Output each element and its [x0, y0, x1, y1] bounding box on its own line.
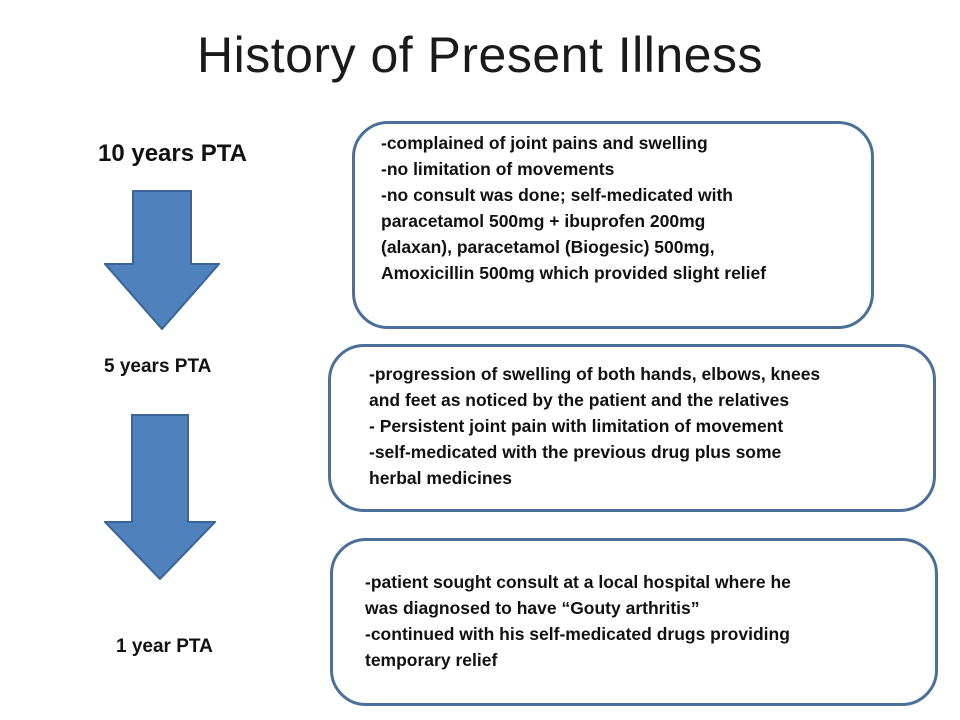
timeline-label-1-year: 1 year PTA — [116, 636, 213, 657]
down-arrow-icon — [104, 414, 216, 580]
history-box-text — [381, 130, 766, 286]
history-line: Amoxicillin 500mg which provided slight relief — [381, 263, 767, 283]
history-line: -no limitation of movements — [381, 159, 615, 179]
history-line: herbal medicines — [369, 468, 512, 488]
down-arrow-icon — [104, 190, 220, 330]
history-line: -continued with his self-medicated drugs providing — [365, 624, 790, 644]
history-line: and feet as noticed by the patient and the relatives — [369, 390, 790, 410]
history-line: -patient sought consult at a local hospital where he — [365, 572, 791, 592]
history-box-text — [369, 361, 820, 491]
history-line: -self-medicated with the previous drug plus some — [369, 442, 782, 462]
history-line: temporary relief — [365, 650, 498, 670]
history-box-1-year — [330, 538, 938, 706]
timeline-label-10-years: 10 years PTA — [98, 140, 247, 167]
history-line: paracetamol 500mg + ibuprofen 200mg — [381, 211, 706, 231]
history-line: was diagnosed to have “Gouty arthritis” — [365, 598, 700, 618]
slide-title: History of Present Illness — [197, 27, 763, 83]
history-line: - Persistent joint pain with limitation of movement — [369, 416, 784, 436]
history-line: -no consult was done; self-medicated with — [381, 185, 733, 205]
history-box-10-years — [352, 121, 874, 329]
history-box-text — [365, 569, 791, 673]
timeline-label-5-years: 5 years PTA — [104, 356, 212, 377]
history-box-5-years — [328, 344, 936, 512]
history-line: -complained of joint pains and swelling — [381, 133, 708, 153]
history-line: (alaxan), paracetamol (Biogesic) 500mg, — [381, 237, 715, 257]
history-line: -progression of swelling of both hands, elbows, knees — [369, 364, 821, 384]
